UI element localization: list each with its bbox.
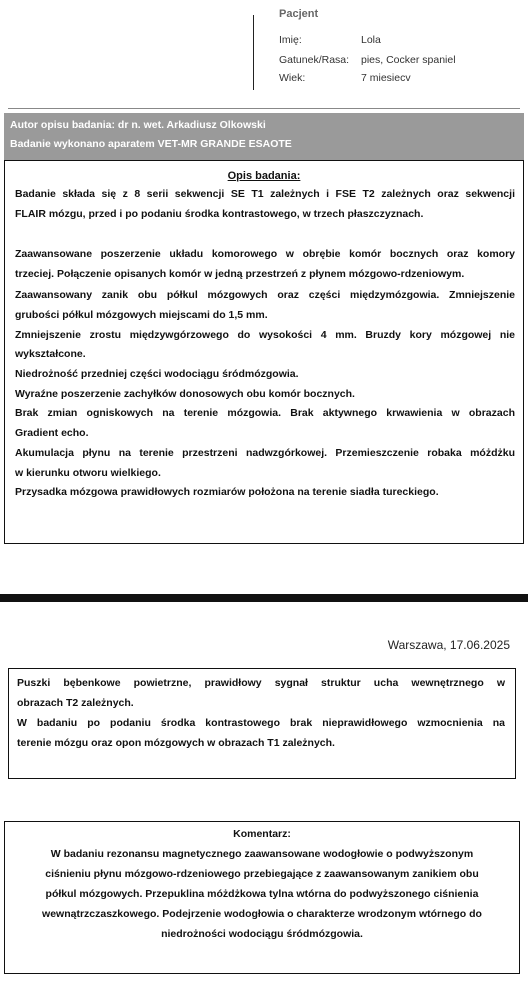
description-line: trzeciej. Połączenie opisanych komór w jedną przestrzeń z płynem mózgowo-rdzeniowym.	[15, 268, 465, 280]
findings-line: W badaniu po podaniu środka kontrastowego brak nieprawidłowego wzmocnienia na	[17, 717, 505, 729]
description-line: w kierunku otworu wielkiego.	[15, 467, 161, 479]
description-line: Zmniejszenie zrostu międzywgórzowego do wysokości 4 mm. Bruzdy kory mózgowej nie	[15, 329, 515, 341]
description-line: wykształcone.	[15, 348, 86, 360]
comment-line: W badaniu rezonansu magnetycznego zaawansowane wodogłowie o podwyższonym	[50, 848, 474, 860]
patient-label: Wiek:	[279, 72, 306, 84]
patient-value: 7 miesiecv	[361, 72, 411, 84]
findings-line: terenie mózgu oraz opon mózgowych w obrazach T1 zależnych.	[17, 737, 335, 749]
patient-row-age	[279, 72, 411, 84]
description-box	[4, 160, 524, 544]
description-line: Przysadka mózgowa prawidłowych rozmiarów położona na terenie siadła tureckiego.	[15, 486, 439, 498]
description-line: Zaawansowane poszerzenie układu komorowego w obrębie komór bocznych oraz komory	[15, 248, 515, 260]
patient-label: Imię:	[279, 34, 302, 46]
findings-line: obrazach T2 zależnych.	[17, 697, 134, 709]
description-line: Niedrożność przedniej części wodociągu śródmózgowia.	[15, 368, 299, 380]
description-line: grubości półkul mózgowych miejscami do 1,5 mm.	[15, 309, 268, 321]
comment-line: ciśnieniu płynu mózgowo-rdzeniowego przebiegające z zaawansowanym zanikiem obu	[45, 868, 479, 880]
findings-box	[8, 668, 516, 779]
description-line: Zaawansowany zanik obu półkul mózgowych oraz części międzymózgowia. Zmniejszenie	[15, 289, 515, 301]
patient-value: Lola	[361, 34, 381, 46]
description-line: Gradient echo.	[15, 427, 89, 439]
patient-title: Pacjent	[279, 8, 319, 20]
exam-author: Autor opisu badania: dr n. wet. Arkadiusz Olkowski	[10, 119, 266, 131]
patient-row-name	[279, 34, 381, 46]
description-title: Opis badania:	[227, 170, 301, 182]
patient-divider	[253, 15, 254, 90]
description-line: FLAIR mózgu, przed i po podaniu środka kontrastowego, w trzech płaszczyznach.	[15, 208, 424, 220]
page-break-bar	[0, 594, 528, 602]
top-separator	[8, 108, 520, 109]
findings-line: Puszki bębenkowe powietrzne, prawidłowy sygnał struktur ucha wewnętrznego w	[17, 677, 505, 689]
patient-row-species	[279, 54, 456, 66]
description-line: Badanie składa się z 8 serii sekwencji SE T1 zależnych i FSE T2 zależnych oraz sekwencji	[15, 188, 515, 200]
comment-line: półkul mózgowych. Przepuklina móżdżkowa tylna wtórna do podwyższonego ciśnienia	[45, 888, 479, 900]
patient-value: pies, Cocker spaniel	[361, 54, 456, 66]
exam-header	[4, 113, 524, 167]
report-date: Warszawa, 17.06.2025	[387, 638, 510, 652]
patient-label: Gatunek/Rasa:	[279, 54, 350, 66]
description-line: Akumulacja płynu na terenie przestrzeni nadwzgórkowej. Przemieszczenie robaka móżdżku	[15, 447, 515, 459]
description-line: Brak zmian ogniskowych na terenie mózgowia. Brak aktywnego krwawienia w obrazach	[15, 407, 515, 419]
comment-line: niedrożności wodociągu śródmózgowia.	[161, 928, 363, 940]
description-line: Wyraźne poszerzenie zachyłków donosowych obu komór bocznych.	[15, 388, 355, 400]
comment-line: wewnątrzczaszkowego. Podejrzenie wodogłowia o charakterze wrodzonym wtórnego do	[42, 908, 482, 920]
comment-title: Komentarz:	[233, 828, 291, 840]
exam-device: Badanie wykonano aparatem VET-MR GRANDE ESAOTE	[10, 138, 292, 150]
comment-box	[4, 821, 520, 974]
